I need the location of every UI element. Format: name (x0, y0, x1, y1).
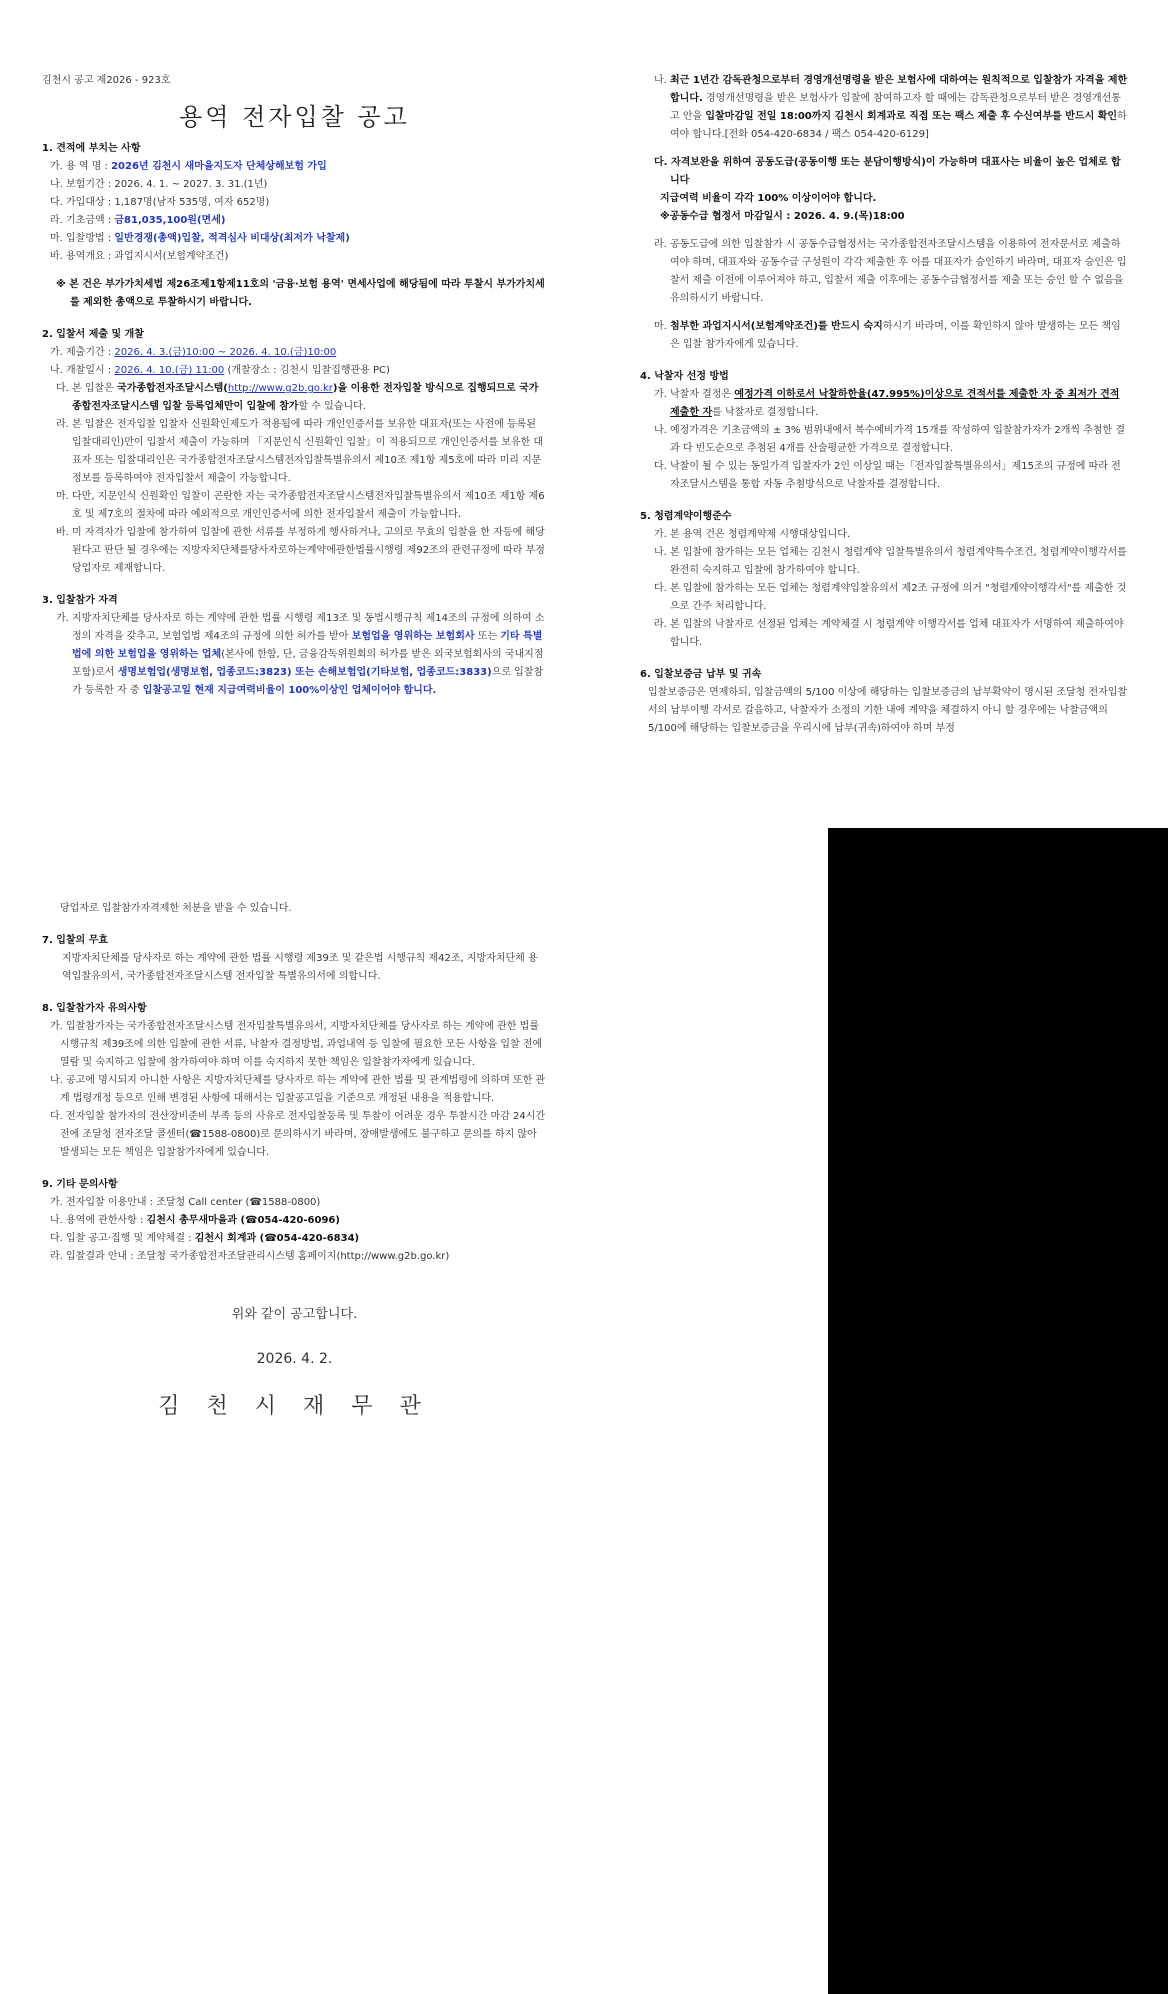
s9-d: 라. 입찰결과 안내 : 조달청 국가종합전자조달관리시스템 홈페이지(http://www.g2b.go.kr) (50, 1251, 450, 1262)
s3-qualification: 가. 지방자치단체를 당사자로 하는 계약에 관한 법률 시행령 제13조 및 동법시행규칙 제14조의 규정에 의하여 소정의 자격을 갖추고, 보험업법 제4조의 규정에 의한 허가를 받아 보험업을 영위하는 보험회사 또는 기타 특별법에 의한 보험업을 영위하는 업체(본사에 한함, 단, 금융감독위원회의 허가를 받은 외국보험회사의 국내지점 포함)로서 생명보험업(생명보험, 업종코드:3823) 또는 손해보험업(기타보험, 업종코드:3833)으로 입찰참가 등록한 자 중 입찰공고일 현재 지급여력비율이 100%이상인 업체이어야 합니다. (56, 613, 545, 696)
s2-period: 가. 제출기간 : 2026. 4. 3.(금)10:00 ~ 2026. 4. 10.(금)10:00 (50, 347, 337, 358)
s9-a: 가. 전자입찰 이용안내 : 조달청 Call center (☎1588-0800) (50, 1197, 321, 1208)
section-1-heading: 1. 견적에 부치는 사항 (42, 143, 141, 154)
page-title: 용역 전자입찰 공고 (179, 103, 410, 131)
section-4-heading: 4. 낙찰자 선정 방법 (640, 371, 729, 382)
section-9-heading: 9. 기타 문의사항 (42, 1179, 118, 1190)
section-3-heading: 3. 입찰참가 자격 (42, 595, 118, 606)
s6-body: 입찰보증금은 면제하되, 입찰금액의 5/100 이상에 해당하는 입찰보증금의 납부확약이 명시된 조달청 전자입찰서의 납부이행 각서로 갈음하고, 낙찰자가 소정의 기한 내에 계약을 체결하지 아니 할 경우에는 낙찰금액의 5/100에 해당하는 입찰보증금을 우리시에 납부(귀속)하여야 하며 부정 (648, 687, 1128, 734)
s2-sanction: 바. 미 자격자가 입찰에 참가하여 입찰에 관한 서류를 부정하게 행사하거나, 고의로 무효의 입찰을 한 자등에 해당된다고 판단 될 경우에는 지방자치단체를당사자로하는계약에관한법률시행령 제92조의 관련규정에 따라 부정당업자로 제재합니다. (56, 527, 545, 574)
g2b-link[interactable]: http://www.g2b.go.kr (227, 383, 333, 394)
black-margin-block (828, 828, 1168, 1994)
r-joint-agreement: 라. 공동도급에 의한 입찰참가 시 공동수급협정서는 국가종합전자조달시스템을 이용하여 전자문서로 제출하여야 하며, 대표자와 공동수급 구성원이 각각 제출한 후 이를 대표자가 승인하기 바라며, 대표자 승인은 입찰서 제출 이전에 이루어져야 하고, 입찰서 제출 이후에는 공동수급협정서를 제출 또는 승인 할 수 없음을 유의하시기 바랍니다. (654, 239, 1127, 304)
r-joint-contract: 다. 자격보완을 위하여 공동도급(공동이행 또는 분담이행방식)이 가능하며 대표사는 비율이 높은 업체로 합니다 (654, 157, 1121, 186)
s8-a: 가. 입찰참가자는 국가종합전자조달시스템 전자입찰특별유의서, 지방자치단체를 당사자로 하는 계약에 관한 법률 시행규칙 제39조에 의한 입찰에 관한 서류, 낙찰자 결정방법, 과업내역 등 입찰에 필요한 모든 사항을 입찰 전에 열람 및 숙지하고 입찰에 참가하여야 하며 이를 숙지하지 못한 책임은 입찰참가자에게 있습니다. (50, 1021, 543, 1068)
s5-b: 나. 본 입찰에 참가하는 모든 업체는 김천시 청렴계약 입찰특별유의서 청렴계약특수조건, 청렴계약이행각서를 완전히 숙지하고 입찰에 참가하여야 합니다. (654, 547, 1127, 576)
s1-period: 나. 보험기간 : 2026. 4. 1. ~ 2027. 3. 31.(1년) (50, 179, 268, 190)
s2-opening: 나. 개찰일시 : 2026. 4. 10.(금) 11:00 (개찰장소 : 김천시 입찰집행관용 PC) (50, 365, 390, 376)
r-solvency: 지급여력 비율이 각각 100% 이상이어야 합니다. (660, 193, 877, 204)
s1-target: 다. 가입대상 : 1,187명(남자 535명, 여자 652명) (50, 197, 270, 208)
s9-c: 다. 입찰 공고·집행 및 계약체결 : 김천시 회계과 (☎054-420-6834) (50, 1233, 360, 1244)
closing-statement: 위와 같이 공고합니다. (231, 1307, 358, 1322)
r-deadline: ※공동수급 협정서 마감일시 : 2026. 4. 9.(목)18:00 (660, 211, 905, 222)
section-5-heading: 5. 청렴계약이행준수 (640, 511, 732, 522)
s1-name: 가. 용 역 명 : 2026년 김천시 새마을지도자 단체상해보험 가입 (50, 161, 327, 172)
signature: 김 천 시 재 무 관 (158, 1394, 431, 1419)
s1-base: 라. 기초금액 : 금81,035,100원(면세) (50, 215, 226, 226)
r-task-instruction: 마. 첨부한 과업지시서(보험계약조건)를 반드시 숙지하시기 바라며, 이를 확인하지 않아 발생하는 모든 책임은 입찰 참가자에게 있습니다. (654, 321, 1121, 350)
s1-method: 마. 입찰방법 : 일반경쟁(총액)입찰, 적격심사 비대상(최저가 낙찰제) (50, 233, 350, 244)
s5-a: 가. 본 용역 건은 청렴계약제 시행대상입니다. (654, 529, 851, 540)
s1-overview: 바. 용역개요 : 과업지시서(보험계약조건) (50, 251, 229, 262)
section-2-heading: 2. 입찰서 제출 및 개찰 (42, 329, 144, 340)
s8-c: 다. 전자입찰 참가자의 전산장비준비 부족 등의 사유로 전자입찰등록 및 투찰이 어려운 경우 투찰시간 마감 24시간 전에 조달청 전자조달 콜센터(☎1588-0800)로 문의하시기 바라며, 장애발생에도 불구하고 문의를 하지 않아 발생되는 모든 책임은 입찰참가자에게 있습니다. (50, 1111, 546, 1158)
s5-c: 다. 본 입찰에 참가하는 모든 업체는 청렴계약입찰유의서 제2조 규정에 의거 "청렴계약이행각서"를 제출한 것으로 간주 처리합니다. (654, 583, 1127, 612)
s4-tie: 다. 낙찰이 될 수 있는 동일가격 입찰자가 2인 이상일 때는「전자입찰특별유의서」제15조의 규정에 따라 전자조달시스템을 통합 자동 추첨방식으로 낙찰자를 결정합니다. (654, 461, 1121, 490)
s4-estimate: 나. 예정가격은 기초금액의 ± 3% 범위내에서 복수예비가격 15개를 작성하여 입찰참가자가 2개씩 추첨한 결과 다 빈도순으로 추첨된 4개를 산술평균한 가격으로 결정합니다. (654, 425, 1126, 454)
section-6-heading: 6. 입찰보증금 납부 및 귀속 (640, 669, 762, 680)
s2-identity: 라. 본 입찰은 전자입찰 입찰자 신원확인제도가 적용됨에 따라 개인인증서를 보유한 대표자(또는 사전에 등록된 입찰대리인)만이 입찰서 제출이 가능하며 「지문인식 신원확인 입찰」이 적용되므로 개인인증서를 보유한 대표자 또는 입찰대리인은 국가종합전자조달시스템전자입찰특별유의서 제10조 제1항 제5호에 따라 미리 지문정보를 등록하여야 전자입찰서 제출이 가능합니다. (56, 419, 544, 484)
section-8-heading: 8. 입찰참가자 유의사항 (42, 1003, 147, 1014)
left-column-page2 (42, 900, 547, 1419)
s2-system: 다. 본 입찰은 국가종합전자조달시스템(http://www.g2b.go.kr)을 이용한 전자입찰 방식으로 집행되므로 국가종합전자조달시스템 입찰 등록업체만이 입찰에 참가할 수 있습니다. (56, 383, 539, 412)
right-column-page1 (640, 72, 1130, 738)
left-column-page1 (42, 72, 547, 700)
s1-note: ※ 본 건은 부가가치세법 제26조제1항제11호의 '금융·보험 용역' 면세사업에 해당됨에 따라 투찰시 부가가치세를 제외한 총액으로 투찰하시기 바랍니다. (56, 279, 545, 308)
s5-d: 라. 본 입찰의 낙찰자로 선정된 업체는 계약체결 시 청렴계약 이행각서를 업체 대표자가 서명하여 제출하여야 합니다. (654, 619, 1124, 648)
s6-continuation: 당업자로 입찰참가자격제한 처분을 받을 수 있습니다. (60, 903, 292, 914)
s4-decision: 가. 낙찰자 결정은 예정가격 이하로서 낙찰하한율(47.995%)이상으로 견적서를 제출한 자 중 최저가 견적 제출한 자를 낙찰자로 결정합니다. (654, 389, 1120, 418)
s9-b: 나. 용역에 관한사항 : 김천시 총무새마을과 (☎054-420-6096) (50, 1215, 340, 1226)
s2-exception: 마. 다만, 지문인식 신원확인 입찰이 곤란한 자는 국가종합전자조달시스템전자입찰특별유의서 제10조 제1항 제6호 및 제7호의 절차에 따라 예외적으로 개인인증서에 의한 전자입찰서 제출이 가능합니다. (56, 491, 545, 520)
notice-date: 2026. 4. 2. (256, 1351, 333, 1367)
section-7-heading: 7. 입찰의 무효 (42, 935, 109, 946)
notice-number: 김천시 공고 제2026 - 923호 (42, 75, 171, 86)
r-management-order: 나. 최근 1년간 감독관청으로부터 경영개선명령을 받은 보험사에 대하여는 원칙적으로 입찰참가 자격을 제한합니다. 경영개선명령을 받은 보험사가 입찰에 참여하고자 할 때에는 감독관청으로부터 받은 경영개선통고 안을 입찰마감일 전일 18:00까지 김천시 회계과로 직접 또는 팩스 제출 후 수신여부를 반드시 확인하여야 합니다.[전화 054-420-6834 / 팩스 054-420-6129] (654, 75, 1128, 140)
s7-body: 지방자치단체를 당사자로 하는 계약에 관한 법률 시행령 제39조 및 같은법 시행규칙 제42조, 지방자치단체 용역입찰유의서, 국가종합전자조달시스템 전자입찰 특별유의서에 의합니다. (62, 953, 538, 982)
s8-b: 나. 공고에 명시되지 아니한 사항은 지방자치단체를 당사자로 하는 계약에 관한 법률 및 관계법령에 의하며 또한 관계 법령개정 등으로 인해 변경된 사항에 대해서는 입찰공고일을 기준으로 개정된 내용을 적용합니다. (50, 1075, 546, 1104)
